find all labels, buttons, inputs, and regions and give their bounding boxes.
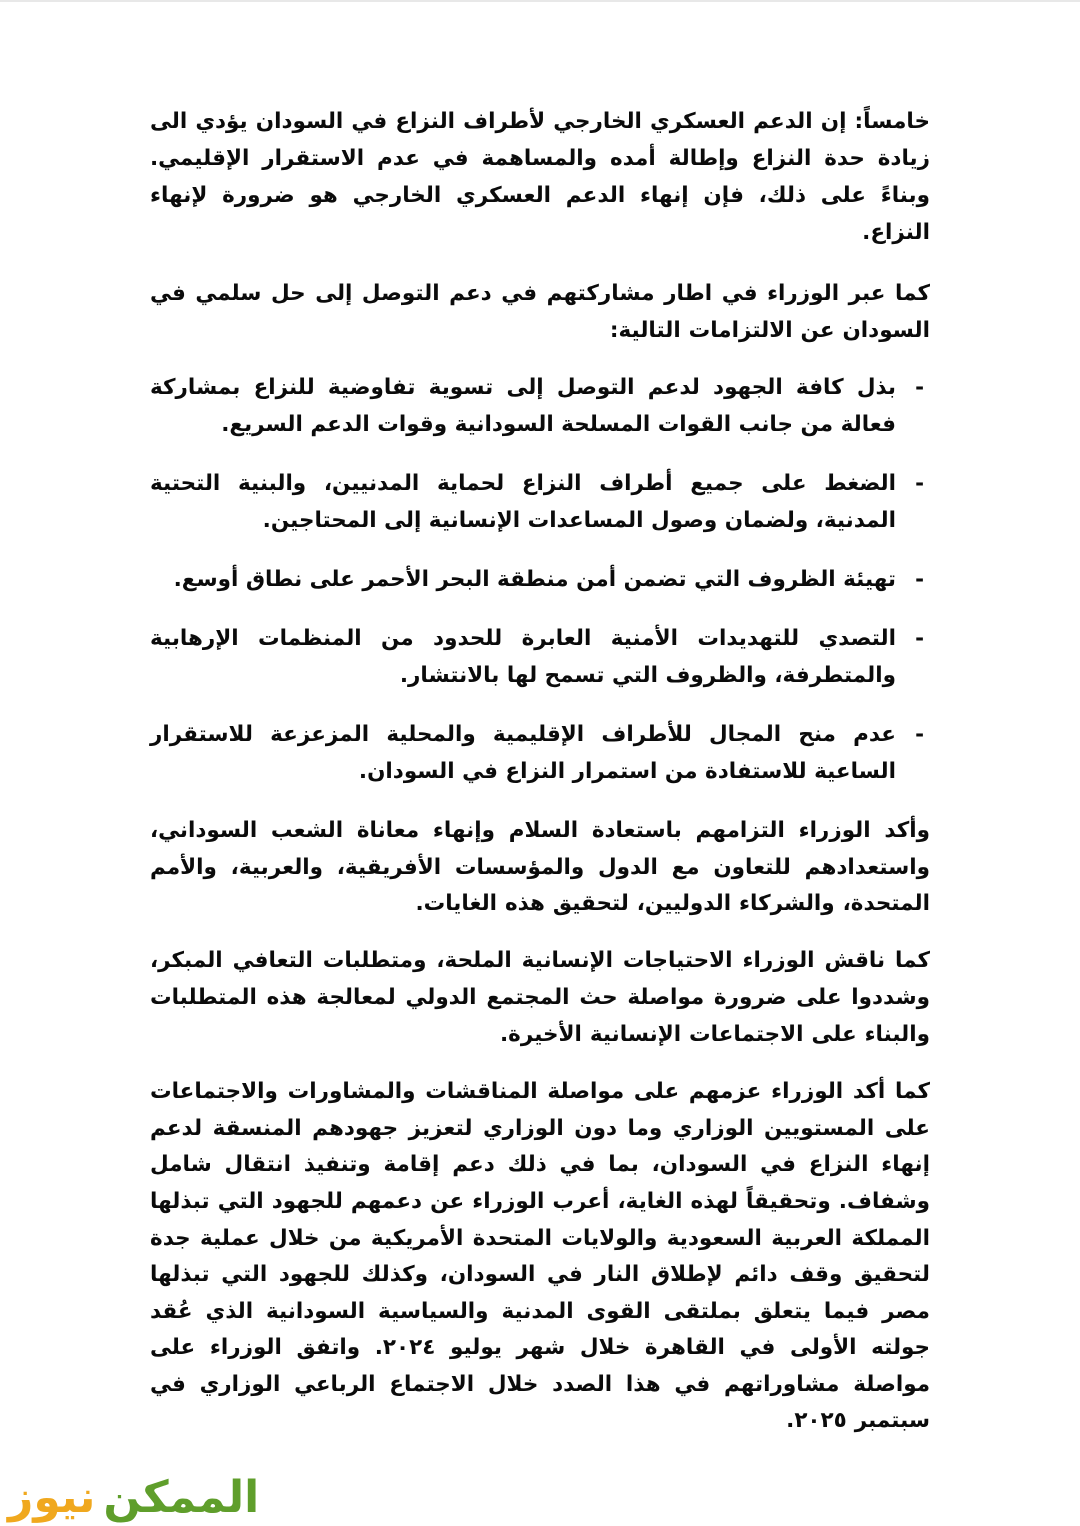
list-item (150, 717, 930, 791)
document-body (150, 104, 930, 1440)
list-item (150, 621, 930, 695)
list-item-text: عدم منح المجال للأطراف الإقليمية والمحلية المزعزعة للاستقرار الساعية للاستفادة من استمرار النزاع في السودان. (150, 721, 896, 784)
list-item (150, 466, 930, 540)
list-item-text: تهيئة الظروف التي تضمن أمن منطقة البحر الأحمر على نطاق أوسع. (173, 566, 896, 592)
logo-sub-text: نيوز (8, 1472, 96, 1523)
paragraph-humanitarian-needs: كما ناقش الوزراء الاحتياجات الإنسانية الملحة، ومتطلبات التعافي المبكر، وشددوا على ضرورة مواصلة حث المجتمع الدولي لمعالجة هذه المتطلبات والبناء على الاجتماعات الإنسانية الأخيرة. (150, 948, 930, 1048)
list-item-text: بذل كافة الجهود لدعم التوصل إلى تسوية تفاوضية للنزاع بمشاركة فعالة من جانب القوات المسلحة السودانية وقوات الدعم السريع. (150, 374, 896, 437)
bullet-dash-icon: - (915, 625, 924, 651)
bullet-dash-icon: - (915, 374, 924, 400)
list-item-text: الضغط على جميع أطراف النزاع لحماية المدنيين، والبنية التحتية المدنية، ولضمان وصول المساعدات الإنسانية إلى المحتاجين. (150, 470, 896, 533)
paragraph-ministers-commitments-intro: كما عبر الوزراء في اطار مشاركتهم في دعم التوصل إلى حل سلمي في السودان عن الالتزامات التالية: (150, 280, 930, 343)
paragraph-peace-commitment: وأكد الوزراء التزامهم باستعادة السلام وإنهاء معاناة الشعب السوداني، واستعدادهم للتعاون مع الدول والمؤسسات الأفريقية، والعربية، والأمم المتحدة، والشركاء الدوليين، لتحقيق هذه الغايات. (150, 817, 930, 917)
list-item (150, 562, 930, 599)
list-item (150, 370, 930, 444)
paragraph-fifth-point: خامساً: إن الدعم العسكري الخارجي لأطراف النزاع في السودان يؤدي الى زيادة حدة النزاع وإطالة أمده والمساهمة في عدم الاستقرار الإقليمي. وبناءً على ذلك، فإن إنهاء الدعم العسكري الخارجي هو ضرورة لإنهاء النزاع. (150, 109, 930, 245)
bullet-dash-icon: - (915, 721, 924, 747)
almomkin-news-logo (8, 1464, 260, 1523)
bullet-dash-icon: - (915, 470, 924, 496)
paragraph-continued-consultations: كما أكد الوزراء عزمهم على مواصلة المناقشات والمشاورات والاجتماعات على المستويين الوزاري وما دون الوزاري لتعزيز جهودهم المنسقة لدعم إنهاء النزاع في السودان، بما في ذلك دعم إقامة وتنفيذ انتقال شامل وشفاف. وتحقيقاً لهذه الغاية، أعرب الوزراء عن دعمهم للجهود التي تبذلها المملكة العربية السعودية والولايات المتحدة الأمريكية من خلال عملية جدة لتحقيق وقف دائم لإطلاق النار في السودان، وكذلك للجهود التي تبذلها مصر فيما يتعلق بملتقى القوى المدنية والسياسية السودانية الذي عُقد جولته الأولى في القاهرة خلال شهر يوليو ٢٠٢٤. واتفق الوزراء على مواصلة مشاوراتهم في هذا الصدد خلال الاجتماع الرباعي الوزاري في سبتمبر ٢٠٢٥. (150, 1079, 930, 1434)
logo-main-text: الممكن (103, 1472, 260, 1523)
page-top-rule (0, 0, 1080, 2)
bullet-dash-icon: - (915, 566, 924, 592)
list-item-text: التصدي للتهديدات الأمنية العابرة للحدود من المنظمات الإرهابية والمتطرفة، والظروف التي تسمح لها بالانتشار. (150, 625, 896, 688)
